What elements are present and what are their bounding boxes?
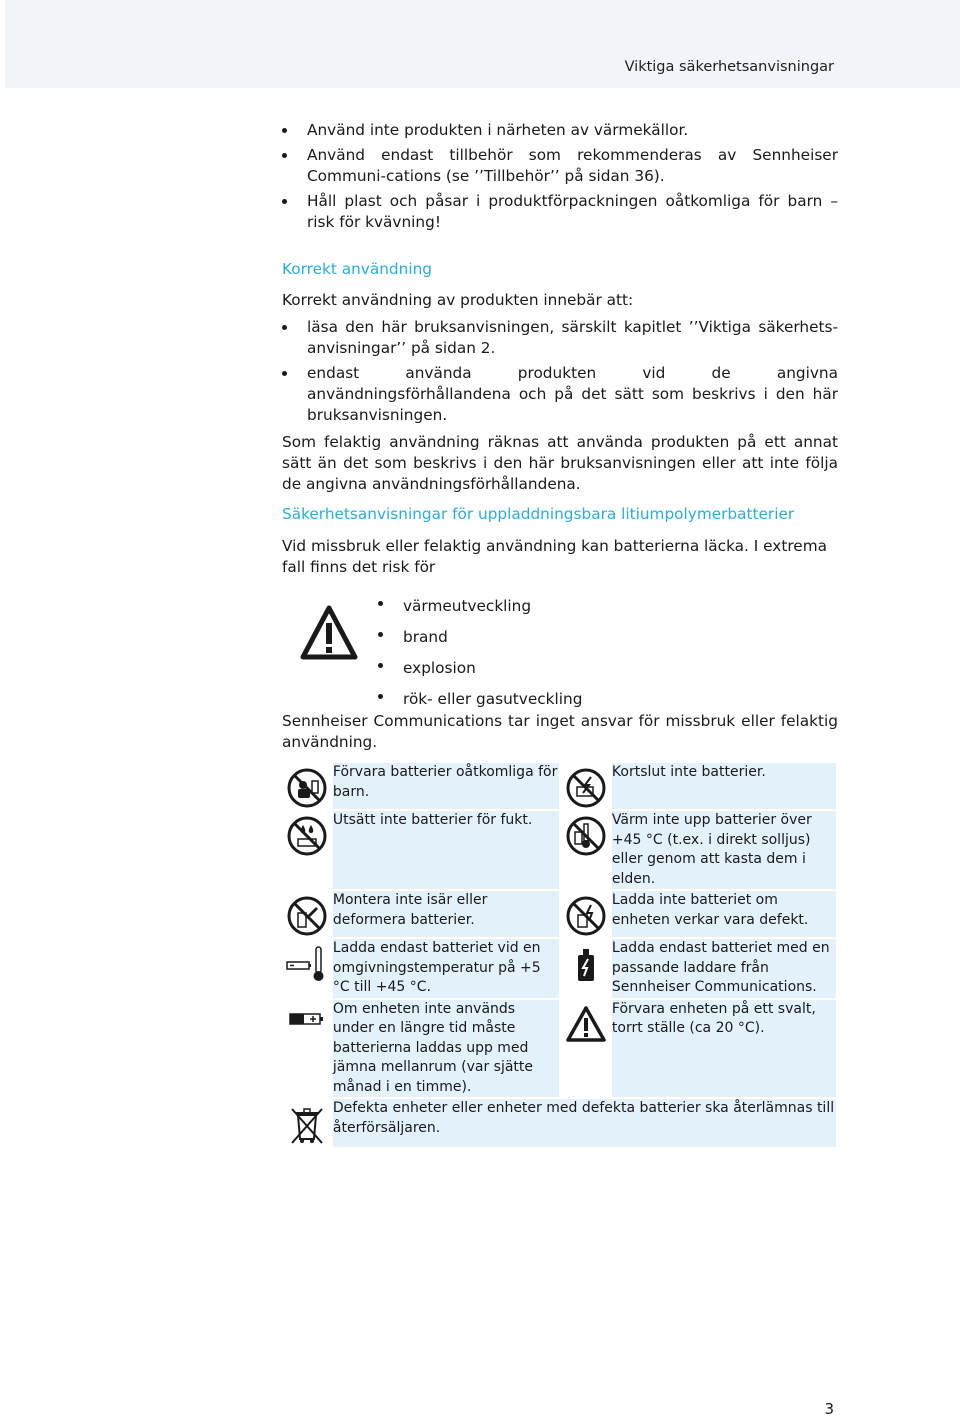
list-item: Använd endast tillbehör som rekommenderas av Sennheiser Communi-cations (se ’’Tillbehör’’ på sidan 36). (282, 145, 838, 187)
table-cell: Ladda endast batteriet med en passande laddare från Sennheiser Communications. (612, 939, 836, 1000)
page-number: 3 (824, 1400, 834, 1418)
correct-use-section (282, 259, 838, 495)
list-item: Använd inte produkten i närheten av värmekällor. (282, 120, 838, 141)
battery-heading: Säkerhetsanvisningar för uppladdningsbara litiumpolymerbatterier (282, 505, 795, 523)
disclaimer-paragraph: Sennheiser Communications tar inget ansvar för missbruk eller felaktig användning. (282, 712, 838, 751)
list-item: läsa den här bruksanvisningen, särskilt kapitlet ’’Viktiga säkerhets-anvisningar’’ på sidan 2. (282, 317, 838, 359)
no-moisture-icon (286, 815, 328, 857)
table-row (282, 891, 836, 939)
correct-use-lead: Korrekt användning av produkten innebär att: (282, 291, 634, 309)
list-item: brand (378, 624, 582, 651)
misuse-paragraph: Som felaktig användning räknas att använda produkten på ett annat sätt än det som beskrivs i den här bruksanvisningen eller att inte följa de angivna användningsförhållandena. (282, 433, 838, 493)
warning-triangle-icon (300, 605, 358, 661)
warning-icon (565, 1004, 607, 1044)
charge-temperature-icon (284, 943, 330, 985)
risk-list (378, 593, 582, 717)
table-cell: Ladda inte batteriet om enheten verkar vara defekt. (612, 891, 836, 939)
list-item: endast använda produkten vid de angivna användningsförhållandena och på det sätt som beskrivs i den här bruksanvisningen. (282, 363, 838, 426)
no-heat-icon (565, 815, 607, 857)
table-cell: Defekta enheter eller enheter med defekta batterier ska återlämnas till återförsäljaren. (333, 1099, 836, 1149)
table-cell: Värm inte upp batterier över +45 °C (t.ex. i direkt solljus) eller genom att kasta dem i elden. (612, 811, 836, 891)
table-row (282, 1000, 836, 1100)
intro-bullet-list (282, 120, 838, 233)
correct-use-heading: Korrekt användning (282, 260, 432, 278)
table-row (282, 763, 836, 811)
section-title: Viktiga säkerhetsanvisningar (624, 59, 834, 75)
battery-section (282, 504, 838, 578)
correct-use-bullets (282, 317, 838, 426)
no-short-circuit-icon (565, 767, 607, 809)
battery-lead: Vid missbruk eller felaktig användning kan batterierna läcka. I extrema fall finns det risk för (282, 537, 827, 576)
crossed-bin-icon (286, 1103, 328, 1147)
battery-storage-icon (286, 1004, 328, 1034)
list-item: värmeutveckling (378, 593, 582, 620)
table-cell: Montera inte isär eller deformera batterier. (333, 891, 561, 939)
table-cell: Ladda endast batteriet vid en omgivningstemperatur på +5 °C till +45 °C. (333, 939, 561, 1000)
list-item: explosion (378, 655, 582, 682)
table-cell: Kortslut inte batterier. (612, 763, 836, 811)
list-item: Håll plast och påsar i produktförpackningen oåtkomliga för barn – risk för kvävning! (282, 191, 838, 233)
suitable-charger-icon (565, 943, 607, 985)
table-cell: Om enheten inte används under en längre tid måste batterierna laddas upp med jämna mellanrum (var sjätte månad i en timme). (333, 1000, 561, 1100)
no-disassemble-icon (286, 895, 328, 937)
table-cell: Förvara enheten på ett svalt, torrt ställe (ca 20 °C). (612, 1000, 836, 1100)
table-cell: Förvara batterier oåtkomliga för barn. (333, 763, 561, 811)
table-row (282, 939, 836, 1000)
intro-section (282, 120, 838, 237)
table-row (282, 811, 836, 891)
table-cell: Utsätt inte batterier för fukt. (333, 811, 561, 891)
list-item: rök- eller gasutveckling (378, 686, 582, 713)
no-charge-defective-icon (565, 895, 607, 937)
battery-safety-table (282, 763, 836, 1149)
keep-from-children-icon (286, 767, 328, 809)
table-row (282, 1099, 836, 1149)
